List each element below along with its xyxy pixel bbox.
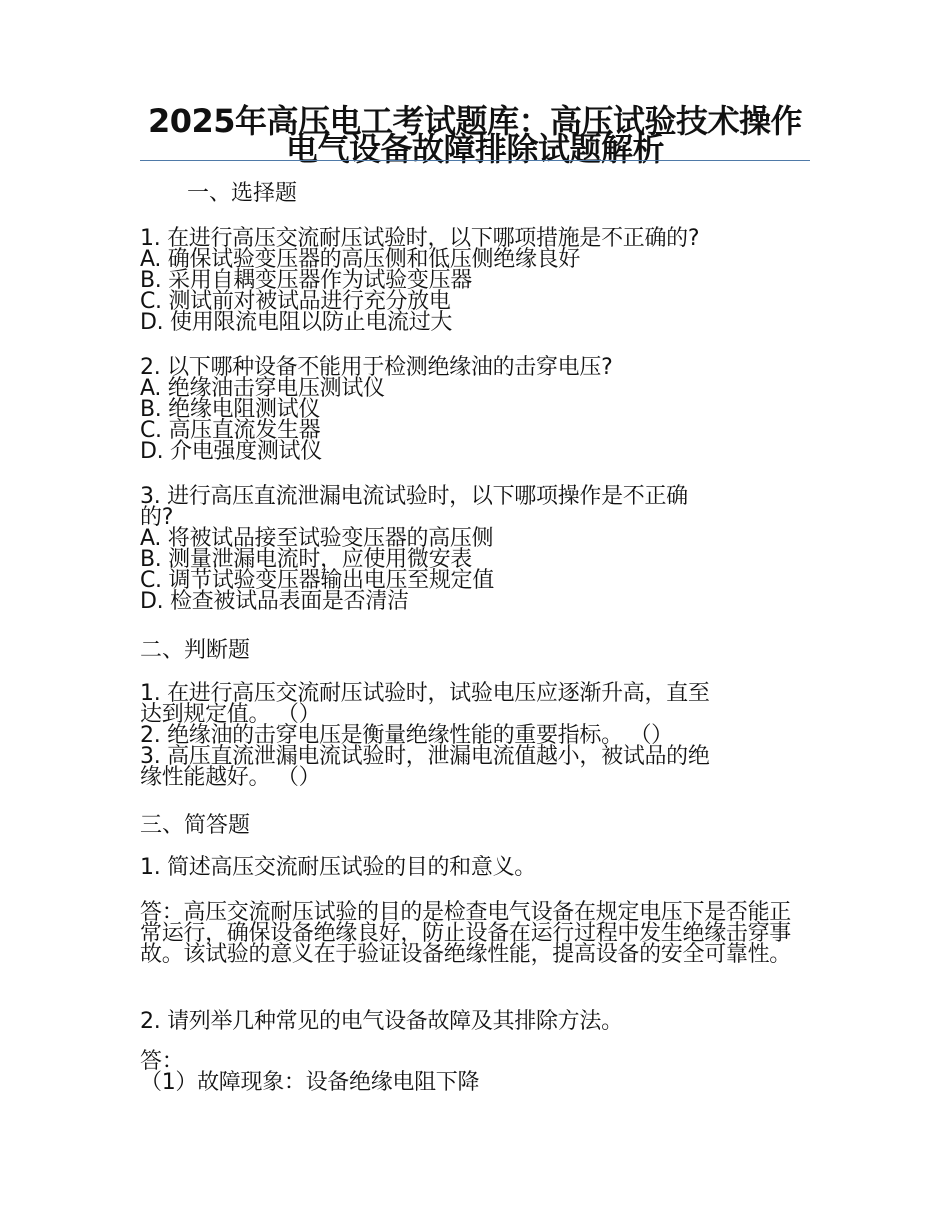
short-answer-answer-2 (140, 1051, 812, 1093)
option-c: C. 调节试验变压器输出电压至规定值 (140, 568, 494, 593)
short-answer-question-2 (140, 1011, 812, 1032)
option-d: D. 使用限流电阻以防止电流过大 (140, 310, 453, 335)
section-heading-short-answer: 三、简答题 (140, 813, 251, 838)
question-block-2 (140, 357, 812, 462)
option-b: B. 测量泄漏电流时，应使用微安表 (140, 547, 472, 572)
option-d: D. 检查被试品表面是否清洁 (140, 589, 409, 614)
document-title: 2025年高压电工考试题库：高压试验技术操作电气设备故障排除试题解析 (147, 102, 803, 168)
section-heading-true-false: 二、判断题 (140, 638, 251, 663)
option-a: A. 确保试验变压器的高压侧和低压侧绝缘良好 (140, 247, 581, 272)
judgment-item-1: 1. 在进行高压交流耐压试验时，试验电压应逐渐升高，直至 (140, 681, 710, 706)
option-b: B. 绝缘电阻测试仪 (140, 397, 321, 422)
option-a: A. 将被试品接至试验变压器的高压侧 (140, 526, 494, 551)
section-heading-multiple-choice: 一、选择题 (187, 181, 298, 206)
question-stem-continued: 的? (140, 505, 174, 530)
option-a: A. 绝缘油击穿电压测试仪 (140, 376, 385, 401)
judgment-item-2: 2. 绝缘油的击穿电压是衡量绝缘性能的重要指标。 （） (140, 723, 673, 748)
option-c: C. 高压直流发生器 (140, 418, 321, 443)
answer-label: 答： (140, 1049, 184, 1074)
judgment-item-3: 3. 高压直流泄漏电流试验时，泄漏电流值越小，被试品的绝 (140, 744, 710, 769)
answer-item-1: （1）故障现象：设备绝缘电阻下降 (140, 1070, 480, 1095)
question-text: 1. 简述高压交流耐压试验的目的和意义。 (140, 855, 536, 880)
question-block-3 (140, 486, 812, 612)
option-c: C. 测试前对被试品进行充分放电 (140, 289, 451, 314)
question-text: 2. 请列举几种常见的电气设备故障及其排除方法。 (140, 1009, 623, 1034)
option-d: D. 介电强度测试仪 (140, 439, 322, 464)
option-b: B. 采用自耦变压器作为试验变压器 (140, 268, 472, 293)
short-answer-question-1 (140, 857, 812, 878)
question-block-1 (140, 228, 812, 333)
judgment-item-1-continued: 达到规定值。 （） (140, 702, 321, 727)
short-answer-answer-1: 答：高压交流耐压试验的目的是检查电气设备在规定电压下是否能正常运行，确保设备绝缘良好，防止设备在运行过程中发生绝缘击穿事故。该试验的意义在于验证设备绝缘性能，提高设备的安全可靠性。 (140, 900, 792, 967)
question-stem: 2. 以下哪种设备不能用于检测绝缘油的击穿电压? (140, 355, 613, 380)
judgment-block (140, 683, 812, 788)
title-underline (140, 160, 810, 161)
question-stem: 1. 在进行高压交流耐压试验时，以下哪项措施是不正确的? (140, 226, 700, 251)
question-stem: 3. 进行高压直流泄漏电流试验时，以下哪项操作是不正确 (140, 484, 688, 509)
judgment-item-3-continued: 缘性能越好。 （） (140, 765, 321, 790)
